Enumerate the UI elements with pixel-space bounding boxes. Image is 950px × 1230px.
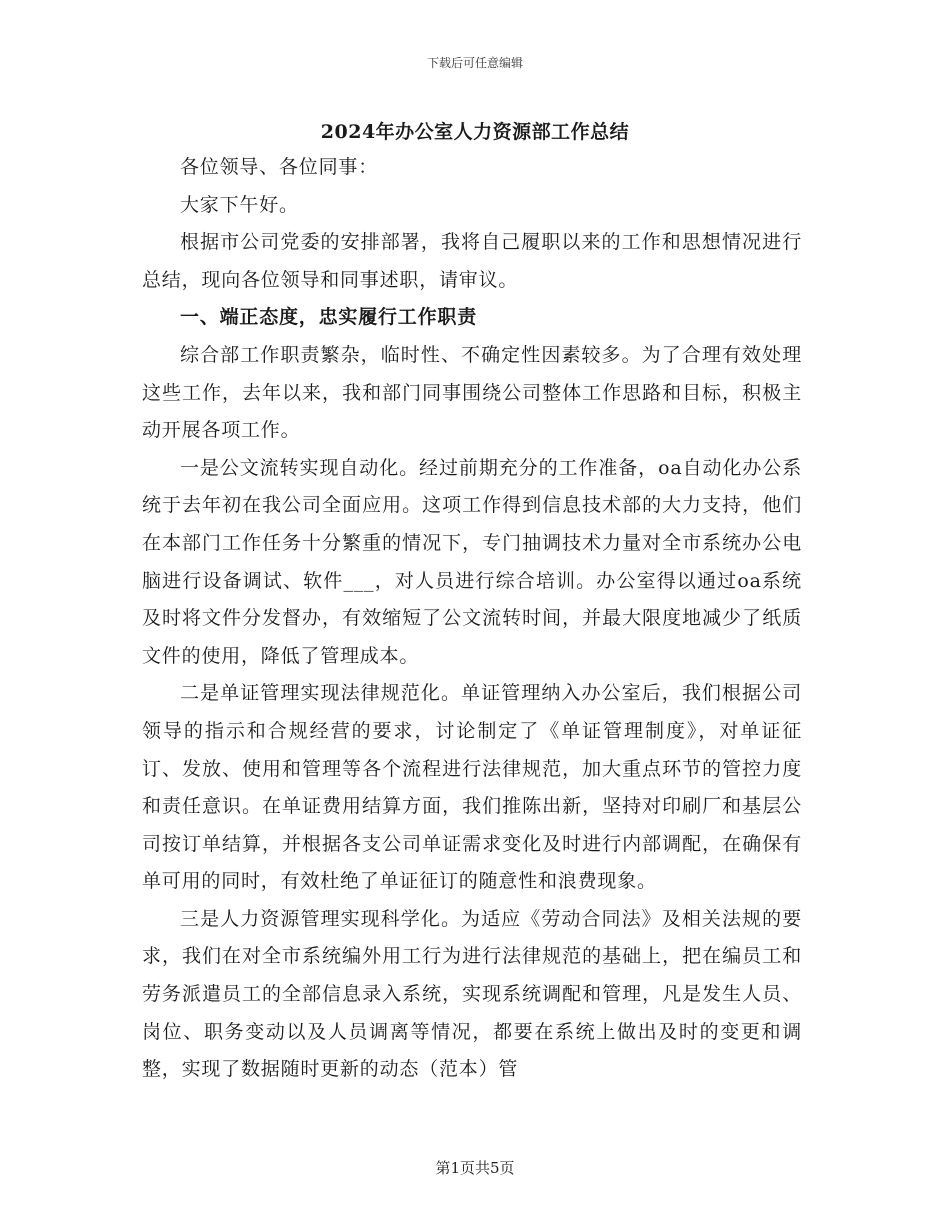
paragraph: 一是公文流转实现自动化。经过前期充分的工作准备，oa自动化办公系统于去年初在我公司全面应用。这项工作得到信息技术部的大力支持，他们在本部门工作任务十分繁重的情况下，专门抽调技术力量对全市系统办公电脑进行设备调试、软件___，对人员进行综合培训。办公室得以通过oa系统及时将文件分发督办，有效缩短了公文流转时间，并最大限度地减少了纸质文件的使用，降低了管理成本。: [142, 456, 802, 667]
paragraph: 三是人力资源管理实现科学化。为适应《劳动合同法》及相关法规的要求，我们在对全市系统编外用工行为进行法律规范的基础上，把在编员工和劳务派遣员工的全部信息录入系统，实现系统调配和管理，凡是发生人员、岗位、职务变动以及人员调离等情况，都要在系统上做出及时的变更和调整，实现了数据随时更新的动态（范本）管: [142, 907, 802, 1081]
header-note: 下载后可任意编辑: [426, 56, 523, 70]
greeting: 大家下午好。: [180, 193, 299, 216]
salutation: 各位领导、各位同事：: [180, 156, 379, 178]
page-footer: 第1页共5页: [435, 1159, 515, 1177]
document-body: [142, 149, 802, 1089]
section-heading: 一、端正态度，忠实履行工作职责: [180, 306, 478, 329]
paragraph: 综合部工作职责繁杂，临时性、不确定性因素较多。为了合理有效处理这些工作，去年以来，我和部门同事围绕公司整体工作思路和目标，积极主动开展各项工作。: [142, 343, 802, 442]
intro-paragraph: 根据市公司党委的安排部署，我将自己履职以来的工作和思想情况进行总结，现向各位领导和同事述职，请审议。: [142, 231, 802, 291]
document-title: 2024年办公室人力资源部工作总结: [320, 121, 630, 143]
paragraph: 二是单证管理实现法律规范化。单证管理纳入办公室后，我们根据公司领导的指示和合规经营的要求，讨论制定了《单证管理制度》，对单证征订、发放、使用和管理等各个流程进行法律规范，加大重点环节的管控力度和责任意识。在单证费用结算方面，我们推陈出新，坚持对印刷厂和基层公司按订单结算，并根据各支公司单证需求变化及时进行内部调配，在确保有单可用的同时，有效杜绝了单证征订的随意性和浪费现象。: [142, 682, 802, 893]
